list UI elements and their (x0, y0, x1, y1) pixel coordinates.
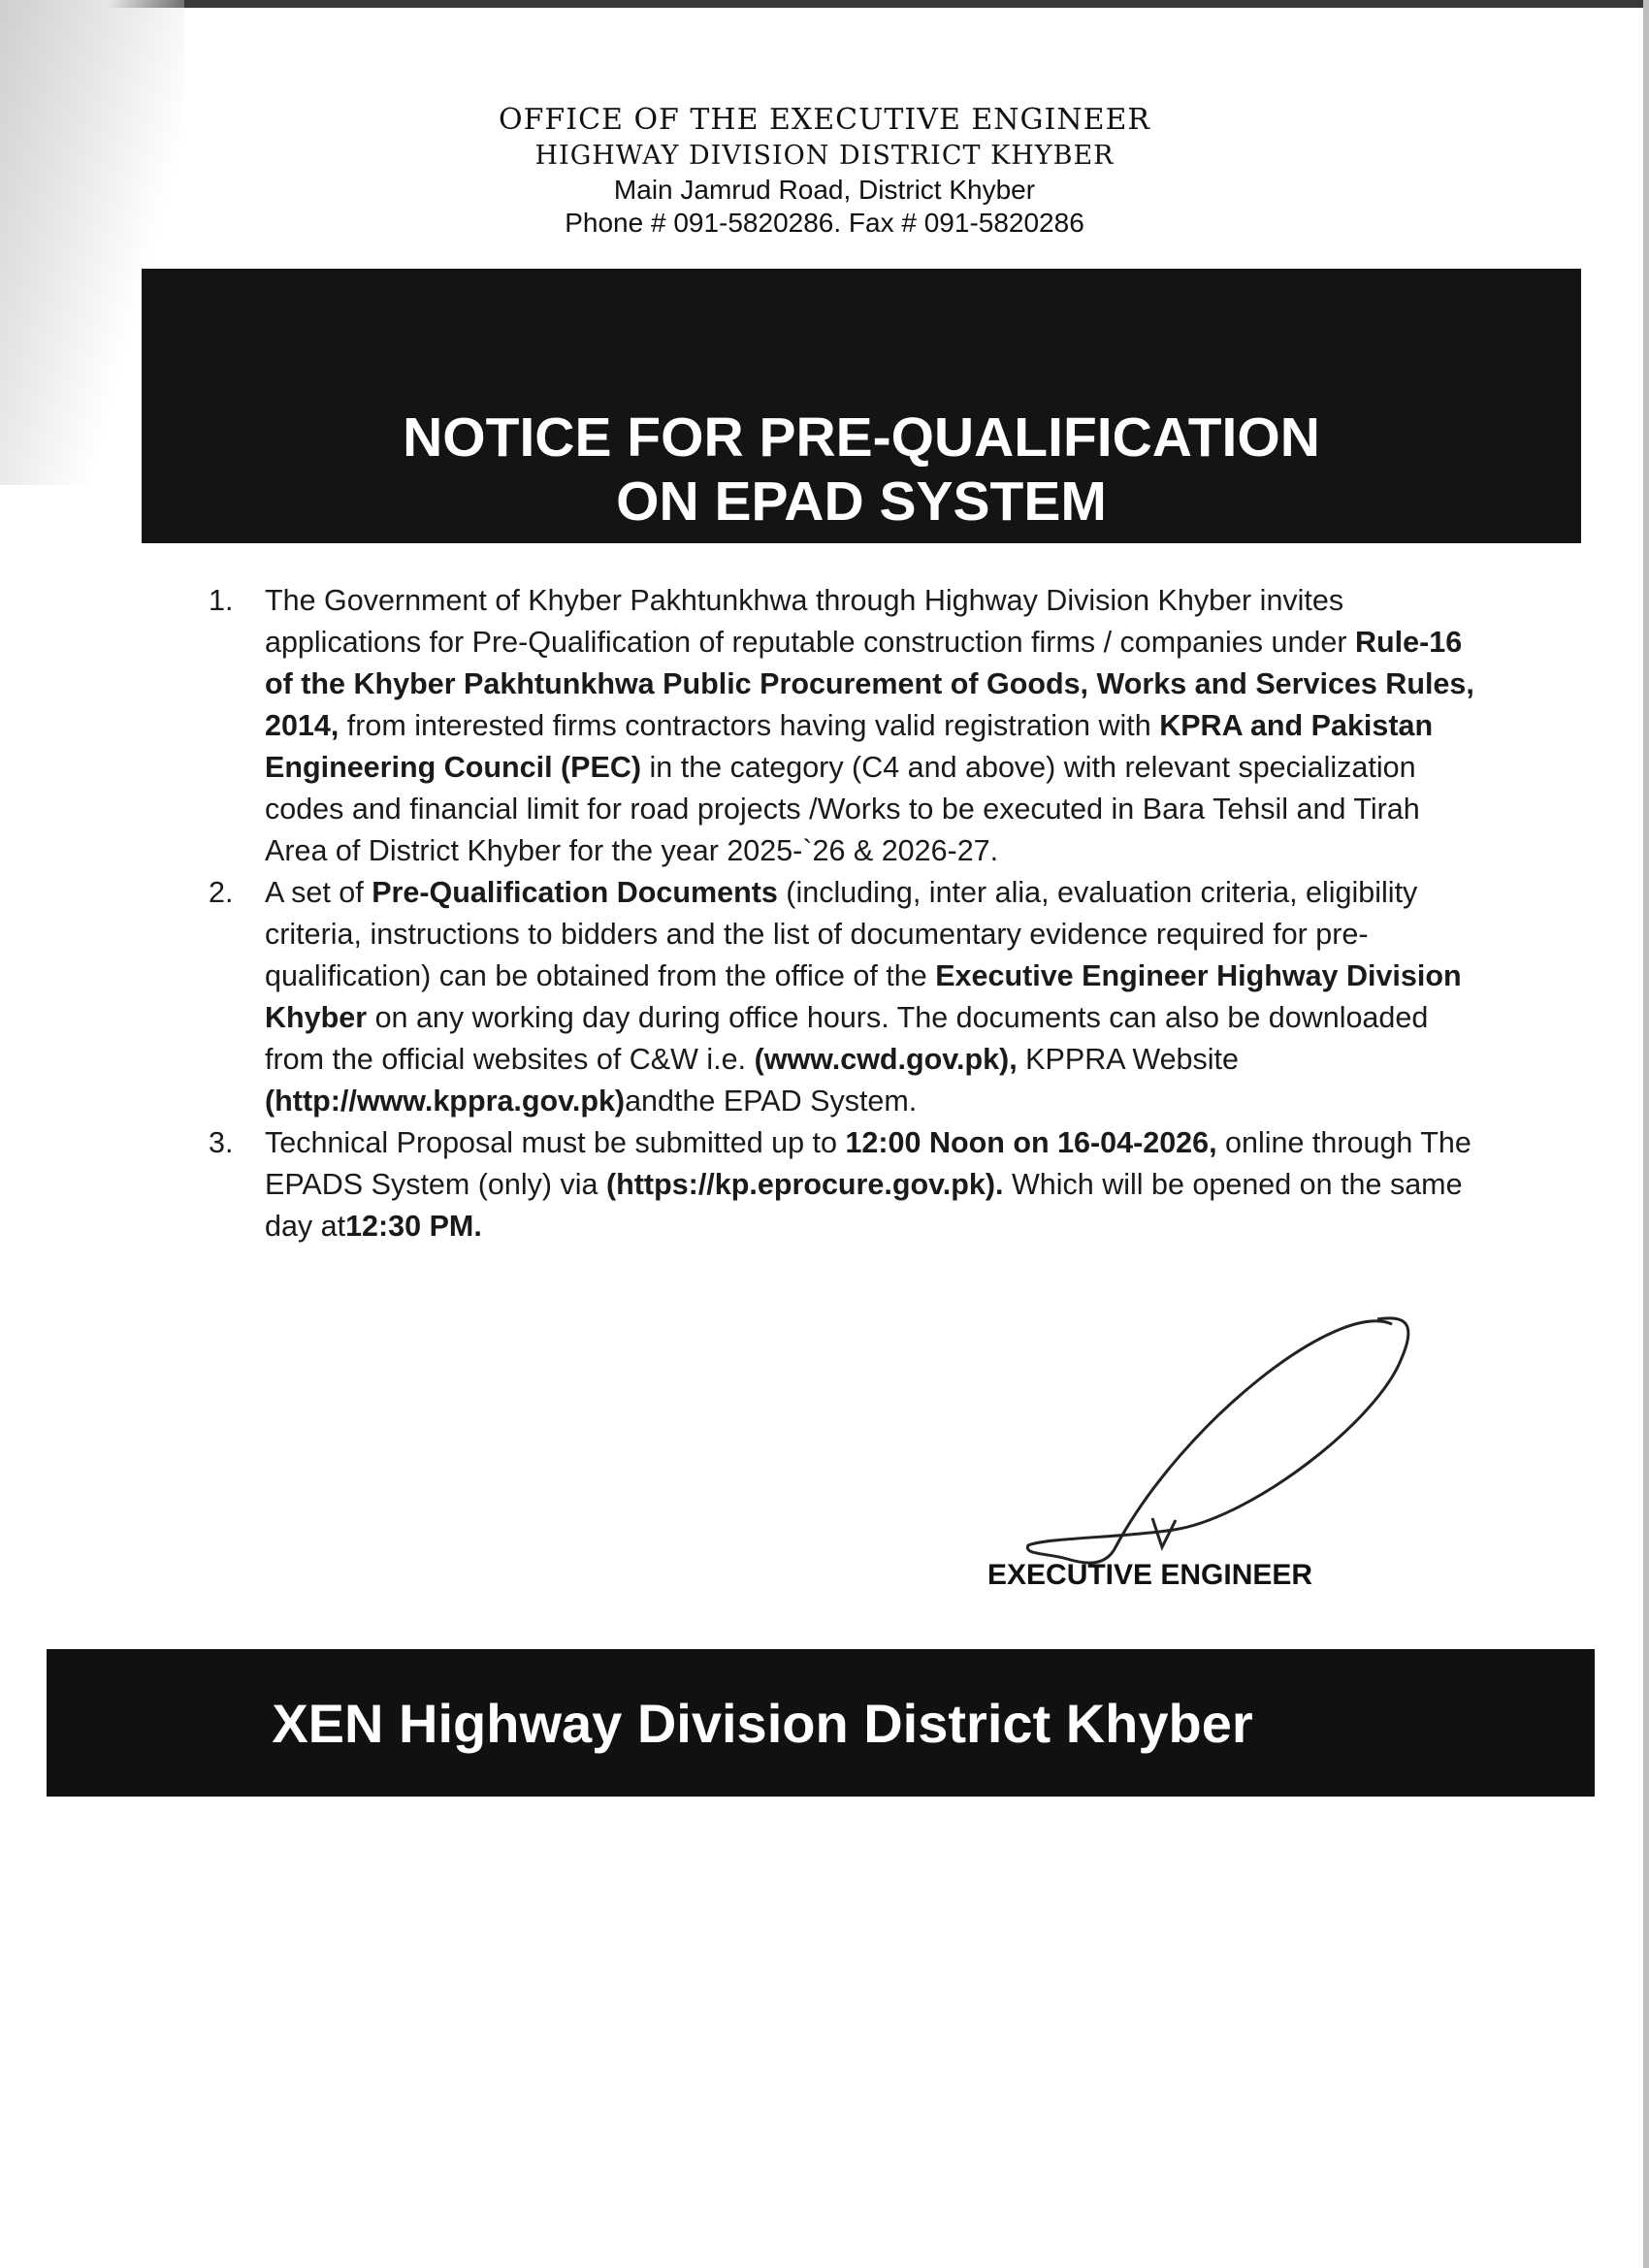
item-text: on any working day during office hours. The documents can also be downloaded from the official websites of C&W i.e. (265, 1001, 1429, 1076)
footer-banner (47, 1649, 1595, 1797)
item-bold-text: Rule-16 of the Khyber Pakhtunkhwa Public Procurement of Goods, Works and Services Rules, 2014, (265, 626, 1474, 742)
item-text: The Government of Khyber Pakhtunkhwa through Highway Division Khyber invites applications for Pre-Qualification of reputable construction firms / companies under (265, 584, 1355, 659)
item-text: andthe EPAD System. (625, 1085, 918, 1118)
item-number: 3. (209, 1126, 234, 1159)
notice-title-line1: NOTICE FOR PRE-QUALIFICATION (403, 406, 1320, 469)
office-header (0, 102, 1649, 240)
signatory-title: EXECUTIVE ENGINEER (987, 1559, 1313, 1591)
office-title: OFFICE OF THE EXECUTIVE ENGINEER (499, 103, 1150, 137)
item-text: from interested firms contractors having valid registration with (339, 709, 1160, 742)
item-text: Which will be opened on the same day at (265, 1168, 1463, 1243)
scan-top-edge (0, 0, 1649, 8)
item-text: A set of (265, 876, 372, 909)
item-bold-text: 12:30 PM. (345, 1210, 482, 1243)
item-number: 1. (209, 584, 234, 617)
item-bold-text: Pre-Qualification Documents (372, 876, 778, 909)
notice-title-banner (142, 269, 1581, 543)
signature-mark (1009, 1305, 1416, 1576)
item-text: KPPRA Website (1017, 1043, 1239, 1076)
item-text: (including, inter alia, evaluation criteria, eligibility criteria, instructions to bidders and the list of documentary evidence required for pre-qualification) can be obtained from the office of the (265, 876, 1418, 992)
notice-title-line2: ON EPAD SYSTEM (616, 470, 1107, 533)
item-text: online through The EPADS System (only) via (265, 1126, 1471, 1201)
office-address: Main Jamrud Road, District Khyber (613, 175, 1036, 205)
office-phone-fax: Phone # 091-5820286. Fax # 091-5820286 (565, 208, 1084, 238)
notice-items-list (199, 580, 1479, 1247)
item-bold-text: KPRA and Pakistan Engineering Council (PEC) (265, 709, 1434, 784)
item-text: in the category (C4 and above) with relevant specialization codes and financial limit for road projects /Works to be executed in Bara Tehsil and Tirah Area of District Khyber for the year 2025-`26 & 2026-27. (265, 751, 1420, 867)
notice-item (199, 1122, 1479, 1247)
item-number: 2. (209, 876, 234, 909)
division-title: HIGHWAY DIVISION DISTRICT KHYBER (534, 141, 1115, 171)
item-bold-text: (www.cwd.gov.pk), (754, 1043, 1018, 1076)
notice-item (199, 580, 1479, 872)
item-bold-text: Executive Engineer Highway Division Khyber (265, 959, 1462, 1034)
item-text: Technical Proposal must be submitted up to (265, 1126, 846, 1159)
item-bold-text: (https://kp.eprocure.gov.pk). (605, 1168, 1004, 1201)
footer-text: XEN Highway Division District Khyber (272, 1692, 1253, 1754)
item-bold-text: (http://www.kppra.gov.pk) (265, 1085, 626, 1118)
item-bold-text: 12:00 Noon on 16-04-2026, (845, 1126, 1217, 1159)
scan-right-edge (1643, 0, 1649, 2268)
notice-item (199, 872, 1479, 1122)
